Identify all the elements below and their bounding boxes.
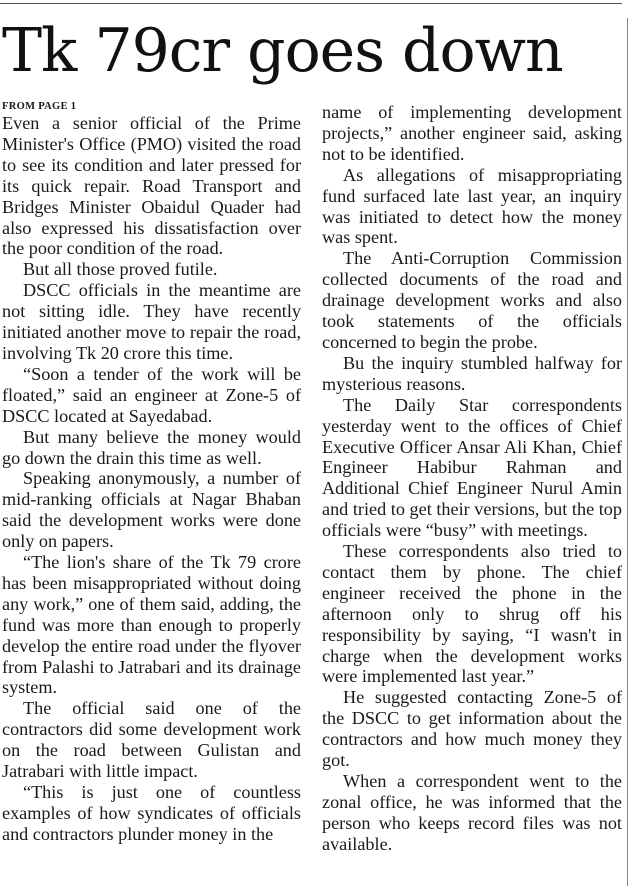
headline: Tk 79cr goes down (2, 16, 563, 86)
paragraph: But many believe the money would go down the drain this time as well. (2, 426, 301, 468)
paragraph: DSCC officials in the meantime are not sitting idle. They have recently initiated another move to repair the road, involving Tk 20 crore this time. (2, 280, 301, 363)
paragraph: When a correspondent went to the zonal office, he was informed that the person who keeps record files was not available. (322, 771, 622, 854)
paragraph: name of implementing development projects,” another engineer said, asking not to be identified. (322, 102, 622, 164)
paragraph: “Soon a tender of the work will be floated,” said an engineer at Zone-5 of DSCC located at Sayedabad. (2, 363, 301, 426)
paragraph: “The lion's share of the Tk 79 crore has been misappropriated without doing any work,” one of them said, adding, the fund was more than enough to properly develop the entire road under the flyover from Palashi to Jatrabari and its drainage system. (2, 552, 301, 698)
paragraph: The official said one of the contractors did some development work on the road between Gulistan and Jatrabari with little impact. (2, 698, 301, 782)
column-edge-rule (627, 18, 628, 886)
paragraph: The Daily Star correspondents yesterday went to the offices of Chief Executive Officer Ansar Ali Khan, Chief Engineer Habibur Rahman and Additional Chief Engineer Nurul Amin and tried to get their versions, but the top officials were “busy” with meetings. (322, 394, 622, 541)
left-column (2, 100, 301, 845)
paragraph: Even a senior official of the Prime Minister's Office (PMO) visited the road to see its condition and later pressed for its quick repair. Road Transport and Bridges Minister Obaidul Quader had also expressed his dissatisfaction over the poor condition of the road. (2, 113, 301, 259)
paragraph: As allegations of misappropriating fund surfaced late last year, an inquiry was initiated to detect how the money was spent. (322, 164, 622, 248)
paragraph: But all those proved futile. (23, 259, 218, 280)
jump-kicker: FROM PAGE 1 (2, 101, 77, 112)
paragraph: Speaking anonymously, a number of mid-ranking officials at Nagar Bhaban said the development works were done only on papers. (2, 468, 301, 552)
top-rule (0, 3, 622, 4)
paragraph: Bu the inquiry stumbled halfway for mysterious reasons. (322, 352, 622, 394)
paragraph: “This is just one of countless examples of how syndicates of officials and contractors plunder money in the (2, 782, 301, 844)
right-column (322, 102, 622, 855)
paragraph: These correspondents also tried to contact them by phone. The chief engineer received the phone in the afternoon only to shrug off his responsibility by saying, “I wasn't in charge when the development works were implemented last year.” (322, 541, 622, 687)
paragraph: He suggested contacting Zone-5 of the DSCC to get information about the contractors and how much money they got. (322, 687, 622, 771)
paragraph: The Anti-Corruption Commission collected documents of the road and drainage development works and also took statements of the officials concerned to begin the probe. (322, 248, 622, 352)
